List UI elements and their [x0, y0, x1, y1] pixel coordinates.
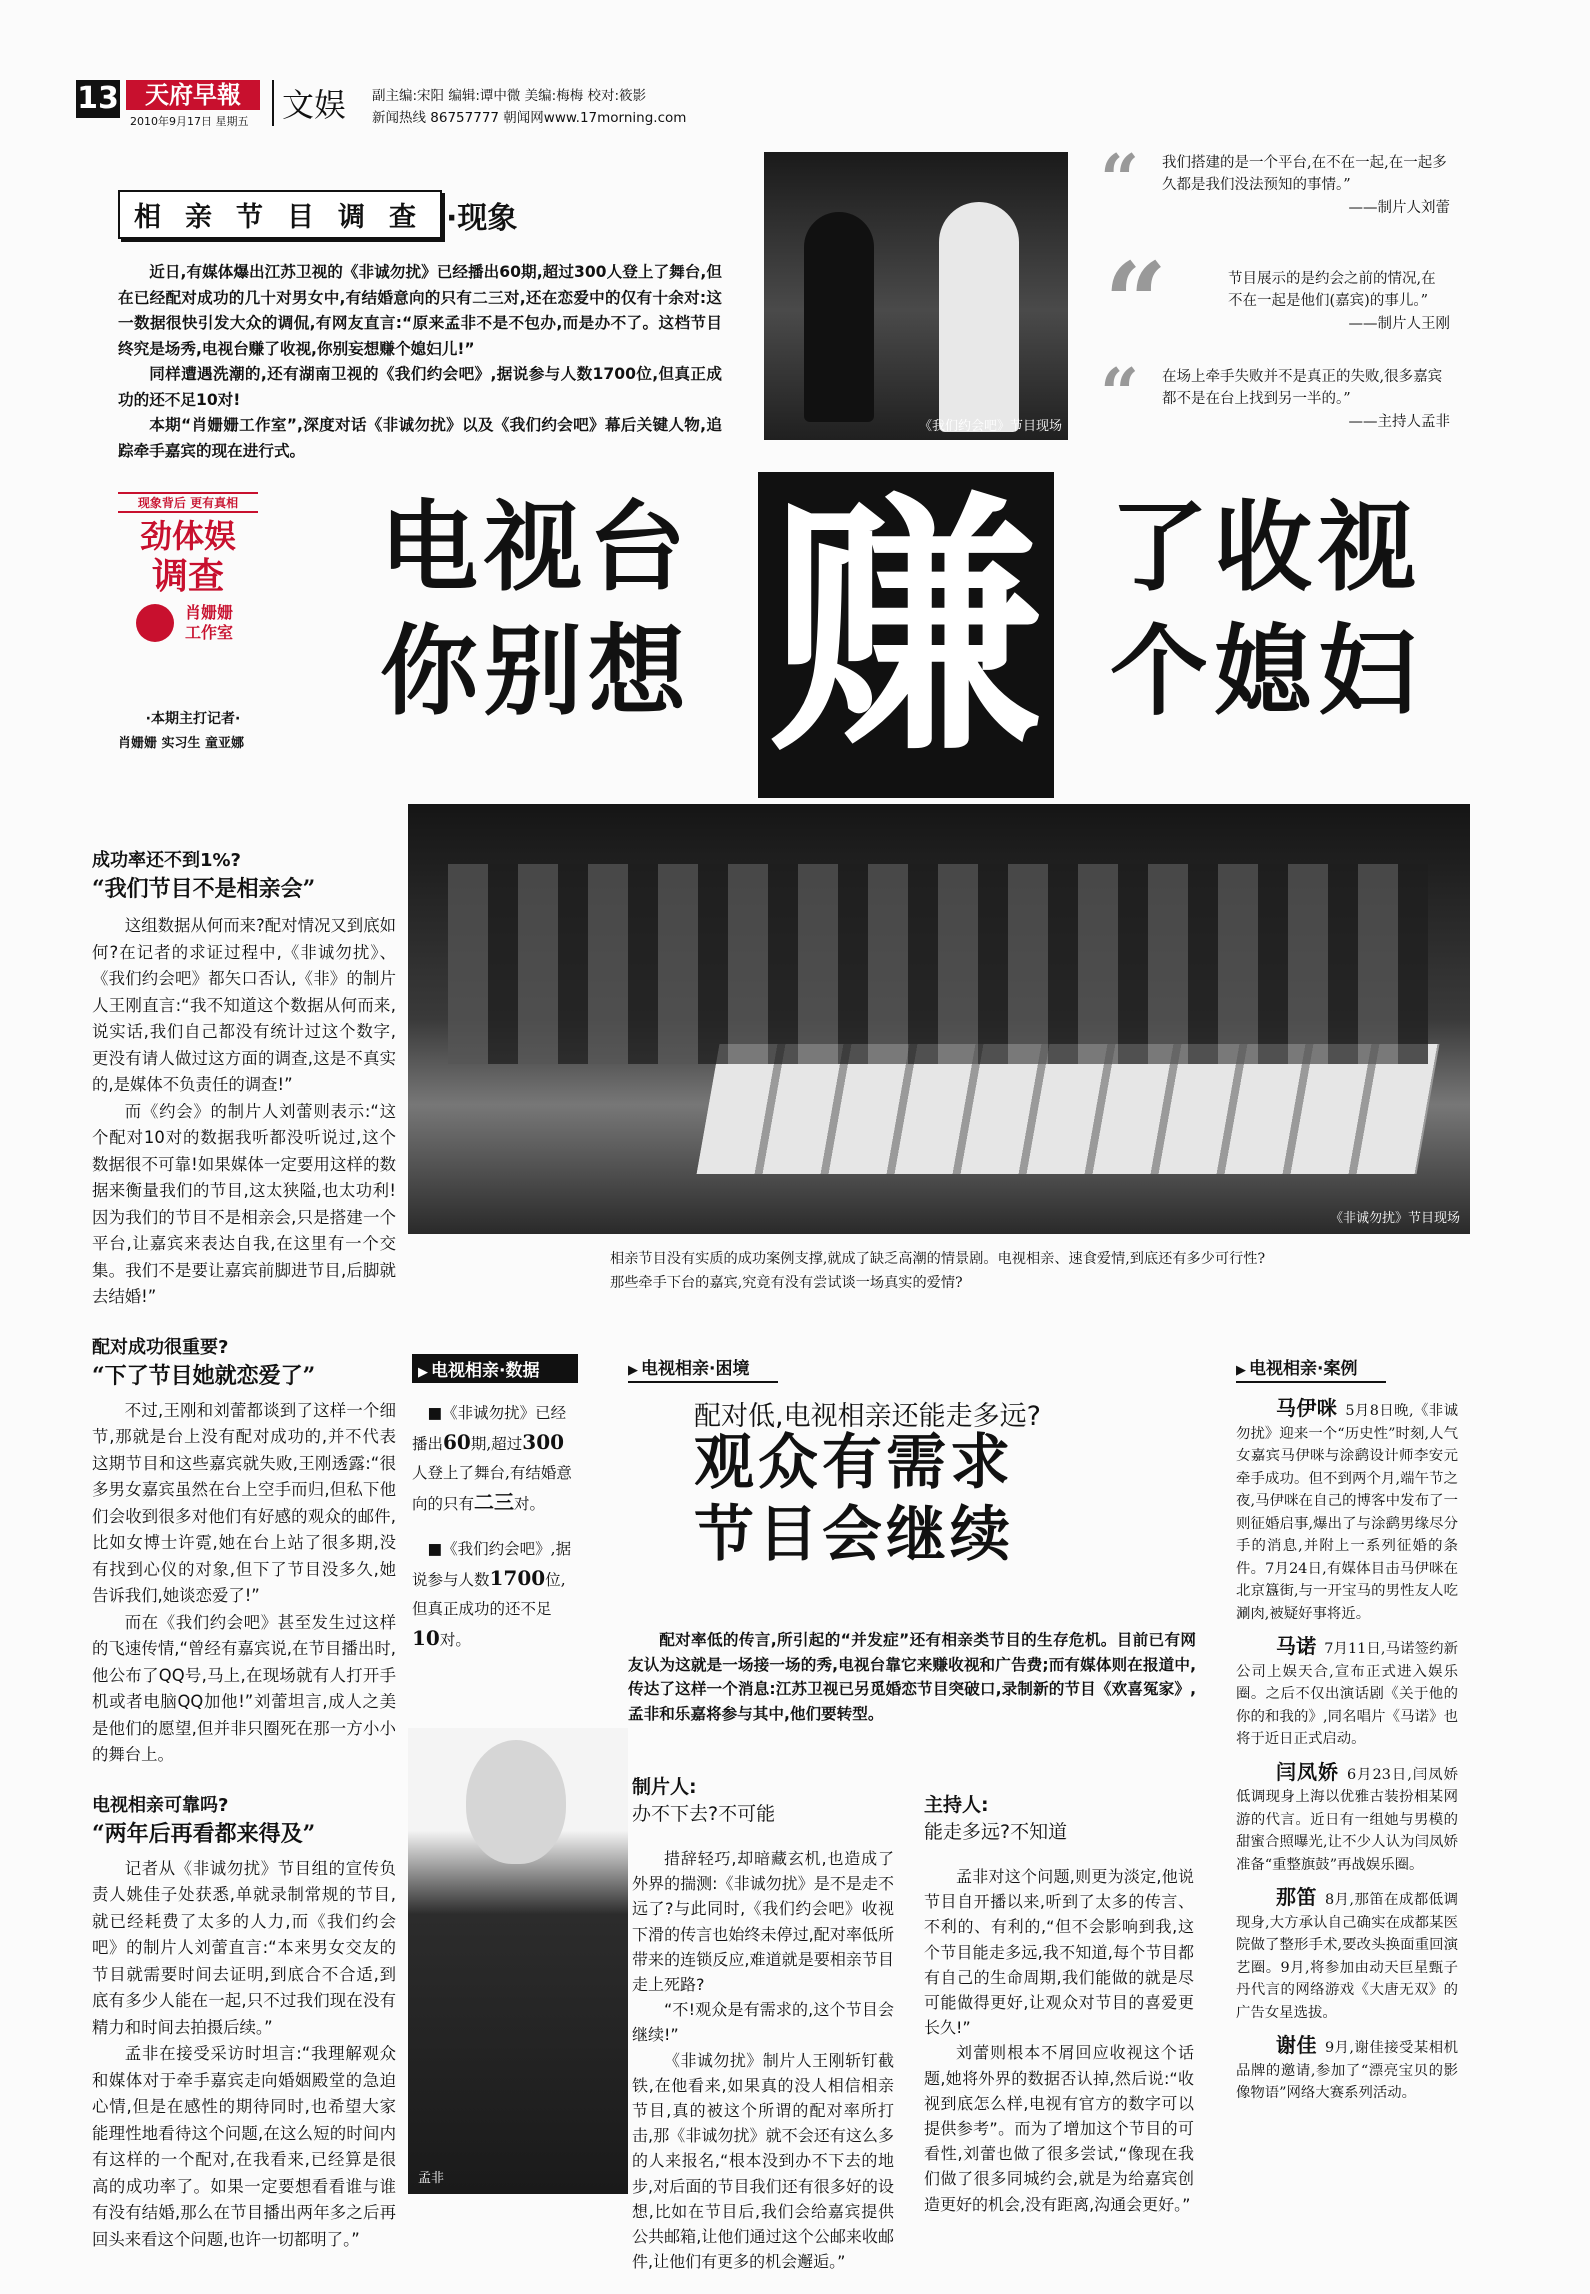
- paragraph: 措辞轻巧,却暗藏玄机,也造成了外界的揣测:《非诚勿扰》是不是走不远了?与此同时,《我们约会吧》收视下滑的传言也始终未停过,配对率低所带来的连锁反应,难道就是要相亲节目走上死路?: [632, 1849, 894, 1995]
- photo-host: [408, 1728, 628, 2194]
- section-title: “我们节目不是相亲会”: [92, 876, 316, 902]
- case-name: 谢佳: [1276, 2033, 1317, 2057]
- data-item: [412, 1399, 578, 1519]
- data-text: ■《我们约会吧》,据说参与人数: [412, 1540, 572, 1589]
- center-col1: [632, 1772, 894, 2274]
- lead-paragraph: 同样遭遇洗潮的,还有湖南卫视的《我们约会吧》,据说参与人数1700位,但真正成功的还不足10对!: [118, 365, 722, 409]
- quote-mark-icon: “: [1100, 140, 1140, 220]
- quote-mark-icon: “: [1104, 238, 1168, 367]
- paragraph: 刘蕾则根本不屑回应收视这个话题,她将外界的数据否认掉,然后说:“收视到底怎么样,电视有官方的数字可以提供参考”。而为了增加这个节目的可看性,刘蕾也做了很多尝试,“像现在我们做了很多同城约会,就是为给嘉宾创造更好的机会,没有距离,沟通会更好。”: [924, 2043, 1194, 2214]
- hotline: 新闻热线 86757777 朝闻网www.17morning.com: [372, 110, 687, 126]
- cases-label: ▶ 电视相亲·案例: [1236, 1354, 1386, 1383]
- host-head: [466, 1740, 566, 1864]
- data-number: 60: [443, 1430, 471, 1454]
- data-text: 位,但真正成功的还不足: [412, 1571, 566, 1618]
- case-text: 6月23日,闫凤娇低调现身上海以优雅古装扮相某网游的代言。近日有一组她与男模的甜蜜合照曝光,让不少人认为闫凤娇准备“重整旗鼓”再战娱乐圈。: [1236, 1766, 1458, 1873]
- case-item: [1236, 1886, 1458, 2024]
- left-column: [92, 846, 396, 2253]
- case-item: [1236, 1761, 1458, 1877]
- data-box-label: ▶ 电视相亲·数据: [412, 1354, 578, 1383]
- case-item: [1236, 1635, 1458, 1751]
- headline-line2-right: 个媳妇: [1110, 615, 1423, 729]
- stamp-studio: 肖姗姗工作室: [184, 603, 233, 642]
- data-number: 300: [522, 1430, 565, 1454]
- photo-date-show: [764, 152, 1068, 440]
- case-name: 闫凤娇: [1276, 1759, 1339, 1784]
- date-line: 2010年9月17日 星期五: [130, 115, 249, 128]
- photo-show-stage: [408, 804, 1470, 1234]
- quote-attribution: ——制片人王刚: [1348, 316, 1450, 332]
- quote-block: [1100, 354, 1450, 434]
- paper-logo: 天府早報: [126, 80, 260, 110]
- center-intro-text: 配对率低的传言,所引起的“并发症”还有相亲类节目的生存危机。目前已有网友认为这就是一场接一场的秀,电视台靠它来赚收视和广告费;而有媒体则在报道中,传达了这样一个消息:江苏卫视已另觅婚恋节目突破口,录制新的节目《欢喜冤家》,孟非和乐嘉将参与其中,他们要转型。: [628, 1631, 1196, 1723]
- center-label: ▶ 电视相亲·困境: [628, 1354, 778, 1383]
- col2-title1: 主持人:: [924, 1794, 989, 1816]
- data-item: [412, 1535, 578, 1655]
- case-text: 8月,那笛在成都低调现身,大方承认自己确实在成都某医院做了整形手术,要改头换面重回演艺圈。9月,将参加由动天巨星甄子丹代言的网络游戏《大唐无双》的广告女星选拔。: [1236, 1892, 1458, 2021]
- headline-line1-right: 了收视: [1110, 491, 1423, 605]
- data-text: 对。: [439, 1631, 471, 1649]
- data-text: 期,超过: [470, 1435, 523, 1453]
- stamp-line2: 调查: [151, 555, 224, 597]
- data-number: 二三: [474, 1490, 515, 1514]
- host-figure: [804, 212, 874, 422]
- paragraph: 记者从《非诚勿扰》节目组的宣传负责人姚佳子处获悉,单就录制常规的节目,就已经耗费了太多的人力,而《我们约会吧》的制片人刘蕾直言:“本来男女交友的节目就需要时间去证明,到底合不合适,到底有多少人能在一起,只不过我们现在没有精力和时间去拍摄后续。”: [92, 1858, 396, 2037]
- col1-title2: 办不下去?不可能: [632, 1803, 776, 1825]
- photo-date-show-caption: 《我们约会吧》节目现场: [918, 419, 1062, 434]
- series-title-suffix: ·现象: [446, 200, 518, 236]
- col1-title1: 制片人:: [632, 1776, 697, 1798]
- photo-show-stage-longcaption: 相亲节目没有实质的成功案例支撑,就成了缺乏高潮的情景剧。电视相亲、速食爱情,到底还有多少可行性?那些牵手下台的嘉宾,究竟有没有尝试谈一场真实的爱情?: [610, 1251, 1266, 1291]
- quote-text: 在场上牵手失败并不是真正的失败,很多嘉宾都不是在台上找到另一半的。”: [1162, 369, 1443, 407]
- lead-paragraph: 本期“肖姗姗工作室”,深度对话《非诚勿扰》以及《我们约会吧》幕后关键人物,追踪牵手嘉宾的现在进行式。: [118, 416, 722, 460]
- center-intro: [628, 1628, 1196, 1726]
- data-text: 人登上了舞台,有结婚意向的只有: [412, 1464, 572, 1513]
- series-title-text: 相亲节目调查: [118, 190, 442, 239]
- data-number: 1700: [489, 1566, 546, 1590]
- case-name: 马伊咪: [1276, 1396, 1338, 1420]
- data-text: ■《非诚勿扰》已经播出: [412, 1404, 567, 1453]
- section-name: 文娱: [272, 80, 346, 126]
- paragraph: 《非诚勿扰》制片人王刚斩钉截铁,在他看来,如果真的没人相信相亲节目,真的被这个所谓的配对率所打击,那《非诚勿扰》就不会还有这么多的人来报名,“根本没到办不下去的地步,对后面的节目我们还有很多好的设想,比如在节目后,我们会给嘉宾提供公共邮箱,让他们通过这个公邮来收邮件,让他们有更多的机会邂逅。”: [632, 2050, 894, 2272]
- section-title: “两年后再看都来得及”: [92, 1820, 316, 1847]
- series-title: [118, 190, 517, 239]
- page-number: 13: [77, 81, 119, 116]
- col2-body: [924, 1864, 1194, 2217]
- lead-paragraph: 近日,有媒体爆出江苏卫视的《非诚勿扰》已经播出60期,超过300人登上了舞台,但在已经配对成功的几十对男女中,有结婚意向的只有二三对,还在恋爱中的仅有十余对:这一数据很快引发大众的调侃,有网友直言:“原来孟非不是不包办,而是办不了。这档节目终究是场秀,电视台赚了收视,你别妄想赚个媳妇儿!”: [118, 263, 722, 358]
- case-name: 马诺: [1276, 1634, 1317, 1658]
- quote-attribution: ——制片人刘蕾: [1348, 200, 1450, 216]
- guest-figure: [939, 202, 1019, 432]
- case-item: [1236, 2034, 1458, 2105]
- quote-block: [1100, 140, 1450, 220]
- quote-attribution: ——主持人孟非: [1348, 414, 1450, 430]
- lead-text: [118, 260, 722, 464]
- paragraph: 这组数据从何而来?配对情况又到底如何?在记者的求证过程中,《非诚勿扰》、《我们约会吧》都矢口否认,《非》的制片人王刚直言:“我不知道这个数据从何而来,说实话,我们自己都没有统计过这个数字,更没有请人做过这方面的调查,这是不真实的,是媒体不负责任的调查!”: [92, 916, 396, 1094]
- stamp-top: 现象背后 更有真相: [118, 492, 258, 513]
- paragraph: 孟非对这个问题,则更为淡定,他说节目自开播以来,听到了太多的传言、不利的、有利的,“但不会影响到我,这个节目能走多远,我不知道,每个节目都有自己的生命周期,我们能做的就是尽可能做得更好,让观众对节目的喜爱更长久!”: [924, 1867, 1194, 2038]
- stamp-line1: 劲体娱: [139, 517, 236, 555]
- section-body: [92, 1398, 396, 1769]
- paragraph: 不过,王刚和刘蕾都谈到了这样一个细节,那就是台上没有配对成功的,并不代表这期节目和这些嘉宾就失败,王刚透露:“很多男女嘉宾虽然在台上空手而归,但私下他们会收到很多对他们有好感的观众的邮件,比如女博士许霓,她在台上站了很多期,没有找到心仪的对象,但下了节目没多久,她告诉我们,她谈恋爱了!”: [92, 1400, 396, 1605]
- col2-title2: 能走多远?不知道: [924, 1821, 1068, 1843]
- data-text: 对。: [514, 1495, 546, 1513]
- paragraph: 而《约会》的制片人刘蕾则表示:“这个配对10对的数据我听都没听说过,这个数据很不可靠!如果媒体一定要用这样的数据来衡量我们的节目,这太狭隘,也太功利!因为我们的节目不是相亲会,只是搭建一个平台,让嘉宾来表达自我,在这里有一个交集。我们不是要让嘉宾前脚进节目,后脚就去结婚!”: [92, 1101, 396, 1306]
- reporter-avatar: [136, 604, 174, 642]
- col1-body: [632, 1846, 894, 2274]
- investigation-stamp: [118, 492, 258, 706]
- case-name: 那笛: [1276, 1885, 1317, 1909]
- center-headline-line1: 观众有需求: [694, 1428, 1014, 1498]
- headline-line1-left: 电视台: [380, 491, 693, 605]
- section-body: [92, 913, 396, 1311]
- paragraph: 而在《我们约会吧》甚至发生过这样的飞速传情,“曾经有嘉宾说,在节目播出时,他公布了QQ号,马上,在现场就有人打开手机或者电脑QQ加他!”刘蕾坦言,成人之美是他们的愿望,但并非只圈死在那一方小小的舞台上。: [92, 1612, 396, 1764]
- data-number: 10: [412, 1626, 440, 1650]
- headline-line2-left: 你别想: [380, 615, 693, 729]
- section-kicker: 配对成功很重要?: [92, 1336, 229, 1358]
- section-title: “下了节目她就恋爱了”: [92, 1362, 316, 1389]
- paragraph: 孟非在接受采访时坦言:“我理解观众和媒体对于牵手嘉宾走向婚姻殿堂的急迫心情,但是在感性的期待同时,也希望大家能理性地看待这个问题,在这么短的时间内有这样的一个配对,在我看来,已经算是很高的成功率了。如果一定要想看看谁与谁有没有结婚,那么在节目播出两年多之后再回头来看这个问题,也许一切都明了。”: [92, 2044, 396, 2249]
- paragraph: “不!观众是有需求的,这个节目会继续!”: [632, 2000, 894, 2045]
- cases-column: [1236, 1354, 1458, 2105]
- photo-host-caption: 孟非: [418, 2171, 445, 2186]
- section-body: [92, 1856, 396, 2254]
- quote-block: [1100, 238, 1450, 367]
- section-kicker: 电视相亲可靠吗?: [92, 1794, 229, 1816]
- quote-text: 节目展示的是约会之前的情况,在不在一起是他们(嘉宾)的事儿。”: [1228, 271, 1436, 309]
- photo-show-stage-caption: 《非诚勿扰》节目现场: [1329, 1211, 1460, 1226]
- case-text: 9月,谢佳接受某相机品牌的邀请,参加了“漂亮宝贝的影像物语”网络大赛系列活动。: [1236, 2040, 1458, 2101]
- contestant-row: [448, 864, 1428, 1064]
- case-text: 5月8日晚,《非诚勿扰》迎来一个“历史性”时刻,人气女嘉宾马伊咪与涂鹞设计师李安元牵手成功。但不到两个月,端午节之夜,马伊咪在自己的博客中发布了一则征婚启事,爆出了与涂鹞男缘尽分手的消息,并附上一系列征婚的条件。7月24日,有媒体目击马伊咪在北京簋街,与一开宝马的男性友人吃涮肉,被疑好事将近。: [1236, 1403, 1459, 1622]
- section-kicker: 成功率还不到1%?: [92, 850, 242, 871]
- center-headline-line2: 节目会继续: [694, 1500, 1014, 1570]
- center-subhead: 配对低,电视相亲还能走多远?: [694, 1401, 1041, 1432]
- case-text: 7月11日,马诺签约新公司上娱天合,宣布正式进入娱乐圈。之后不仅出演话剧《关于他的你的和我的》,同名唱片《马诺》也将于近日正式启动。: [1236, 1641, 1459, 1747]
- case-item: [1236, 1397, 1458, 1625]
- quote-mark-icon: “: [1100, 354, 1140, 434]
- center-col2: [924, 1790, 1194, 2217]
- headline-big-char: 赚: [770, 472, 1042, 788]
- staff-line: 副主编:宋阳 编辑:谭中微 美编:梅梅 校对:筱影: [372, 88, 647, 104]
- reporter-names: 肖姗姗 实习生 童亚娜: [118, 736, 245, 751]
- data-box: [412, 1354, 578, 1655]
- quote-text: 我们搭建的是一个平台,在不在一起,在一起多久都是我们没法预知的事情。”: [1162, 155, 1447, 193]
- reporter-label: ·本期主打记者·: [145, 711, 241, 727]
